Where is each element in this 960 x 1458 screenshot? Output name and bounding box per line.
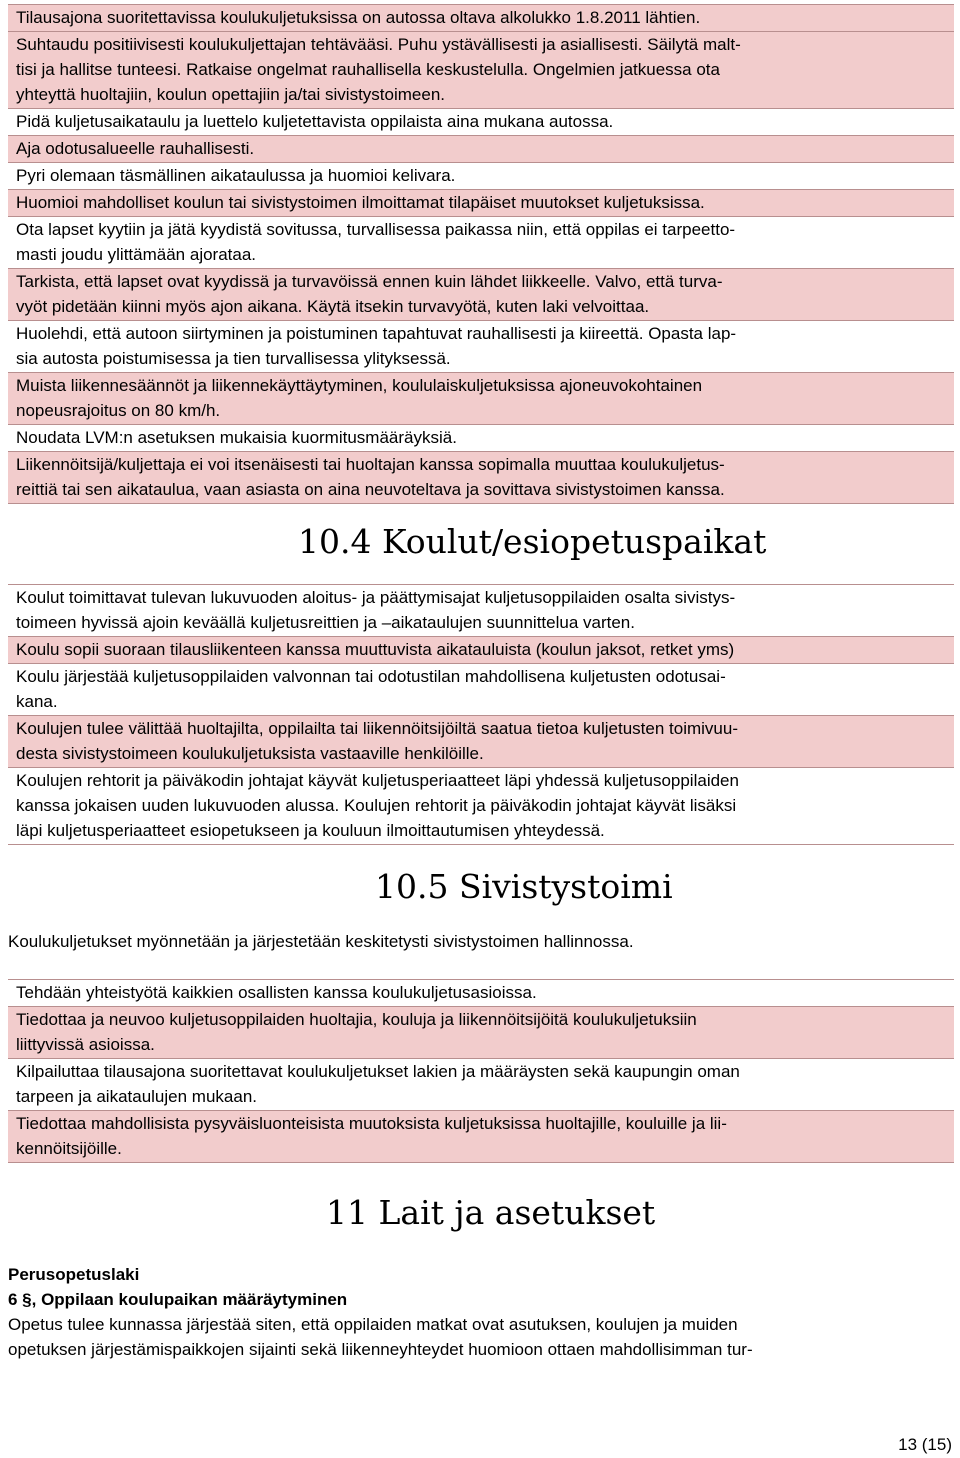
law-text-line: Opetus tulee kunnassa järjestää siten, että oppilaiden matkat ovat asutuksen, koulujen ja muiden	[8, 1315, 738, 1334]
row-text-line: Muista liikennesäännöt ja liikennekäyttäytyminen, koululaiskuljetuksissa ajoneuvokohtainen	[16, 376, 703, 395]
schools-responsibilities-table	[8, 584, 954, 845]
table-row	[8, 217, 954, 269]
row-text-line: Tilausajona suoritettavissa koulukuljetuksissa on autossa oltava alkolukko 1.8.2011 lähtien.	[16, 8, 701, 27]
table-row	[8, 32, 954, 109]
row-text-line: Tiedottaa ja neuvoo kuljetusoppilaiden huoltajia, kouluja ja liikennöitsijöitä koulukuljetuksiin	[16, 1010, 697, 1029]
section-title: Lait ja asetukset	[378, 1193, 656, 1232]
table-row	[8, 321, 954, 373]
row-text-line: sia autosta poistumisessa ja tien turvallisessa ylityksessä.	[16, 349, 451, 368]
row-text-line: Tiedottaa mahdollisista pysyväisluonteisista muutoksista kuljetuksissa huoltajille, kouluille ja lii-	[16, 1114, 727, 1133]
row-text-line: läpi kuljetusperiaatteet esiopetukseen ja kouluun ilmoittautumisen yhteydessä.	[16, 821, 605, 840]
section-title: Sivistystoimi	[458, 867, 673, 906]
row-text-line: Tehdään yhteistyötä kaikkien osallisten kanssa koulukuljetusasioissa.	[16, 983, 537, 1002]
table-row	[8, 1007, 954, 1059]
section-number: 10.4	[298, 522, 372, 561]
table-row	[8, 768, 954, 845]
row-text-line: kanssa jokaisen uuden lukuvuoden alussa. Koulujen rehtorit ja päiväkodin johtajat käyvät lisäksi	[16, 796, 737, 815]
section-title: Koulut/esiopetuspaikat	[381, 522, 767, 561]
row-text-line: Pyri olemaan täsmällinen aikataulussa ja huomioi kelivara.	[16, 166, 456, 185]
row-text-line: nopeusrajoitus on 80 km/h.	[16, 401, 221, 420]
row-text-line: Huolehdi, että autoon siirtyminen ja poistuminen tapahtuvat rauhallisesti ja kiireettä. Opasta lap-	[16, 324, 737, 343]
table-row	[8, 269, 954, 321]
row-text-line: tisi ja hallitse tunteesi. Ratkaise ongelmat rauhallisella keskustelulla. Ongelmien jatkuessa ota	[16, 60, 720, 79]
table-row	[8, 136, 954, 163]
row-text-line: desta sivistystoimeen koulukuljetuksista vastaaville henkilöille.	[16, 744, 484, 763]
row-text-line: kana.	[16, 692, 58, 711]
section-heading-11	[326, 1193, 655, 1233]
table-row	[8, 163, 954, 190]
driver-guidelines-table	[8, 4, 954, 504]
row-text-line: toimeen hyvissä ajoin keväällä kuljetusreittien ja –aikataulujen suunnittelua varten.	[16, 613, 635, 632]
table-row	[8, 979, 954, 1007]
table-row	[8, 1059, 954, 1111]
row-text-line: yhteyttä huoltajiin, koulun opettajiin ja/tai sivistystoimeen.	[16, 85, 446, 104]
row-text-line: tarpeen ja aikataulujen mukaan.	[16, 1087, 257, 1106]
table-row	[8, 716, 954, 768]
row-text-line: Aja odotusalueelle rauhallisesti.	[16, 139, 255, 158]
table-row	[8, 1111, 954, 1163]
row-text-line: Koulut toimittavat tulevan lukuvuoden aloitus- ja päättymisajat kuljetusoppilaiden osalta sivistys-	[16, 588, 736, 607]
section-number: 11	[326, 1193, 368, 1232]
row-text-line: Pidä kuljetusaikataulu ja luettelo kuljetettavista oppilaista aina mukana autossa.	[16, 112, 614, 131]
table-row	[8, 373, 954, 425]
row-text-line: Koulu sopii suoraan tilausliikenteen kanssa muuttuvista aikatauluista (koulun jaksot, retket yms)	[16, 640, 735, 659]
row-text-line: Liikennöitsijä/kuljettaja ei voi itsenäisesti tai huoltajan kanssa sopimalla muuttaa koulukuljetus-	[16, 455, 725, 474]
law-text-line: opetuksen järjestämispaikkojen sijainti sekä liikenneyhteydet huomioon ottaen mahdollisimman tur-	[8, 1340, 753, 1359]
table-row	[8, 452, 954, 504]
page-number: 13 (15)	[898, 1435, 952, 1454]
table-row	[8, 664, 954, 716]
section-number: 10.5	[375, 867, 449, 906]
education-office-table	[8, 979, 954, 1163]
section-heading-10-4	[298, 522, 766, 562]
table-row	[8, 190, 954, 217]
row-text-line: Koulujen rehtorit ja päiväkodin johtajat käyvät kuljetusperiaatteet läpi yhdessä kuljetusoppilaiden	[16, 771, 739, 790]
section-heading-10-5	[375, 867, 673, 907]
row-text-line: Noudata LVM:n asetuksen mukaisia kuormitusmääräyksiä.	[16, 428, 457, 447]
table-row	[8, 109, 954, 136]
row-text-line: Kilpailuttaa tilausajona suoritettavat koulukuljetukset lakien ja määräysten sekä kaupungin oman	[16, 1062, 740, 1081]
table-row	[8, 4, 954, 32]
row-text-line: Ota lapset kyytiin ja jätä kyydistä sovitussa, turvallisessa paikassa niin, että oppilas ei tarpeetto-	[16, 220, 736, 239]
row-text-line: Huomioi mahdolliset koulun tai sivistystoimen ilmoittamat tilapäiset muutokset kuljetuksissa.	[16, 193, 705, 212]
row-text-line: Suhtaudu positiivisesti koulukuljettajan tehtävääsi. Puhu ystävällisesti ja asiallisesti. Säilytä malt-	[16, 35, 741, 54]
section-intro: Koulukuljetukset myönnetään ja järjestetään keskitetysti sivistystoimen hallinnossa.	[8, 932, 634, 951]
law-act-title: Perusopetuslaki	[8, 1265, 140, 1284]
row-text-line: Koulujen tulee välittää huoltajilta, oppilailta tai liikennöitsijöiltä saatua tietoa kuljetusten toimivuu-	[16, 719, 738, 738]
row-text-line: liittyvissä asioissa.	[16, 1035, 155, 1054]
law-section-title: 6 §, Oppilaan koulupaikan määräytyminen	[8, 1290, 348, 1309]
law-excerpt	[8, 1262, 954, 1362]
table-row	[8, 584, 954, 637]
row-text-line: masti joudu ylittämään ajorataa.	[16, 245, 257, 264]
table-row	[8, 425, 954, 452]
row-text-line: Koulu järjestää kuljetusoppilaiden valvonnan tai odotustilan mahdollisena kuljetusten odotusai-	[16, 667, 726, 686]
table-row	[8, 637, 954, 664]
row-text-line: reittiä tai sen aikataulua, vaan asiasta on aina neuvoteltava ja sovittava sivistystoimen kanssa.	[16, 480, 725, 499]
row-text-line: kennöitsijöille.	[16, 1139, 122, 1158]
row-text-line: vyöt pidetään kiinni myös ajon aikana. Käytä itsekin turvavyötä, kuten laki velvoittaa.	[16, 297, 650, 316]
row-text-line: Tarkista, että lapset ovat kyydissä ja turvavöissä ennen kuin lähdet liikkeelle. Valvo, että turva-	[16, 272, 723, 291]
